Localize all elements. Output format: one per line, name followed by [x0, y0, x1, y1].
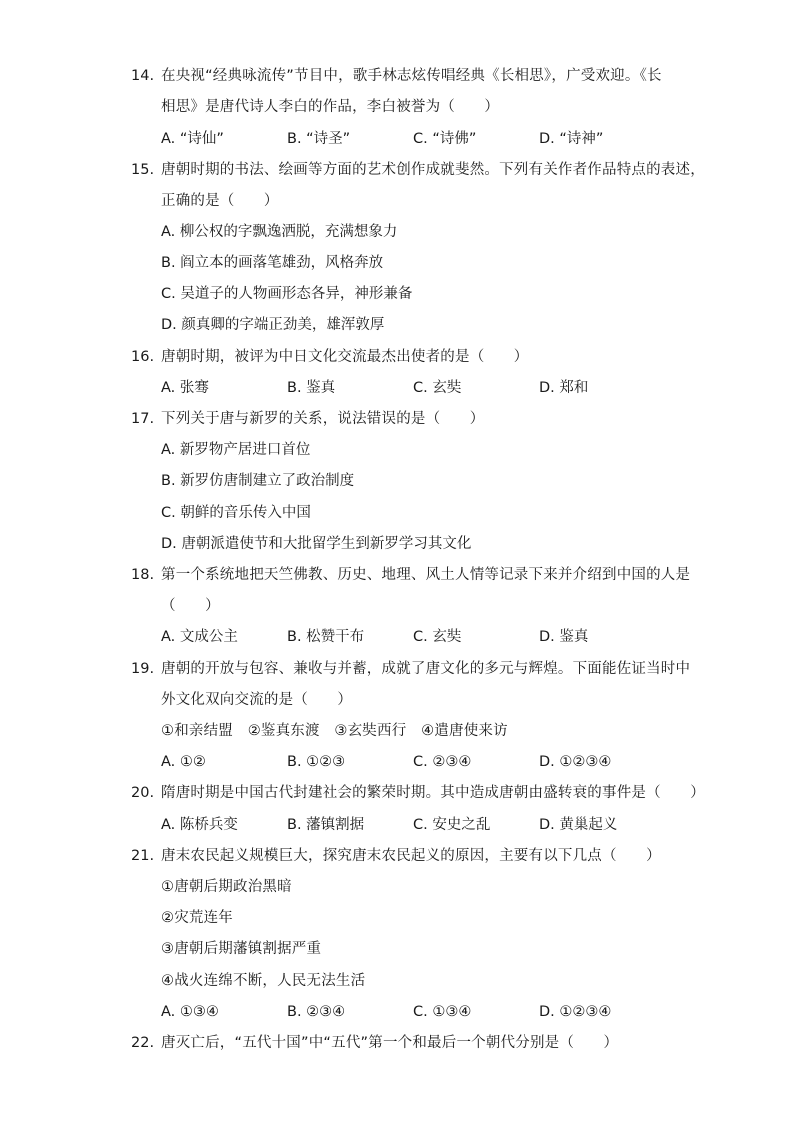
question-number: 16.: [131, 349, 155, 365]
option-b: B. 阎立本的画落笔雄劲，风格奔放: [161, 255, 384, 271]
option-c: C. 朝鲜的音乐传入中国: [161, 505, 311, 521]
option-b: B. ②③④: [287, 1004, 346, 1020]
question-number: 22.: [131, 1035, 155, 1051]
option-b: B. “诗圣”: [287, 131, 351, 147]
question-statement: ④战火连绵不断，人民无法生活: [161, 973, 366, 989]
question-number: 15.: [131, 162, 155, 178]
question-stem-line: 相思》是唐代诗人李白的作品，李白被誉为（ ）: [161, 99, 500, 115]
question-number: 18.: [131, 567, 155, 583]
option-d: D. 鉴真: [539, 629, 589, 645]
option-d: D. 颜真卿的字端正劲美，雄浑敦厚: [161, 317, 385, 333]
question-stem-line: 第一个系统地把天竺佛教、历史、地理、风土人情等记录下来并介绍到中国的人是: [161, 567, 691, 583]
option-a: A. ①②: [161, 754, 206, 770]
option-a: A. “诗仙”: [161, 131, 224, 147]
question-statement: ①唐朝后期政治黑暗: [161, 879, 292, 895]
option-d: D. 唐朝派遣使节和大批留学生到新罗学习其文化: [161, 536, 472, 552]
option-c: C. 玄奘: [413, 380, 462, 396]
question-stem-line: （ ）: [161, 598, 220, 614]
question-stem-line: 在央视“经典咏流传”节目中，歌手林志炫传唱经典《长相思》，广受欢迎。《长: [161, 68, 662, 84]
option-a: A. 张骞: [161, 380, 209, 396]
question-stem-line: 正确的是（ ）: [161, 193, 279, 209]
option-b: B. 松赞干布: [287, 629, 365, 645]
question-stem-line: 唐末农民起义规模巨大，探究唐末农民起义的原因，主要有以下几点（ ）: [161, 848, 661, 864]
question-stem-line: 唐朝的开放与包容、兼收与并蓄，成就了唐文化的多元与辉煌。下面能佐证当时中: [161, 661, 691, 677]
question-stem-line: 下列关于唐与新罗的关系，说法错误的是（ ）: [161, 411, 485, 427]
option-a: A. 柳公权的字飘逸洒脱，充满想象力: [161, 224, 398, 240]
option-c: C. “诗佛”: [413, 131, 477, 147]
question-number: 14.: [131, 68, 155, 84]
question-number: 21.: [131, 848, 155, 864]
option-d: D. ①②③④: [539, 754, 612, 770]
question-statements: ①和亲结盟 ②鉴真东渡 ③玄奘西行 ④遣唐使来访: [161, 723, 508, 739]
question-stem-line: 唐朝时期，被评为中日文化交流最杰出使者的是（ ）: [161, 349, 529, 365]
option-c: C. 安史之乱: [413, 817, 491, 833]
option-b: B. ①②③: [287, 754, 346, 770]
question-stem-line: 外文化双向交流的是（ ）: [161, 692, 353, 708]
option-c: C. ②③④: [413, 754, 472, 770]
question-number: 17.: [131, 411, 155, 427]
option-d: D. 黄巢起义: [539, 817, 618, 833]
option-c: C. ①③④: [413, 1004, 472, 1020]
question-stem-line: 唐朝时期的书法、绘画等方面的艺术创作成就斐然。下列有关作者作品特点的表述，: [161, 162, 705, 178]
option-b: B. 鉴真: [287, 380, 336, 396]
option-b: B. 新罗仿唐制建立了政治制度: [161, 473, 355, 489]
question-stem-line: 隋唐时期是中国古代封建社会的繁荣时期。其中造成唐朝由盛转衰的事件是（ ）: [161, 785, 705, 801]
option-a: A. 文成公主: [161, 629, 238, 645]
question-number: 19.: [131, 661, 155, 677]
option-a: A. 新罗物产居进口首位: [161, 442, 311, 458]
option-b: B. 藩镇割据: [287, 817, 365, 833]
option-d: D. 郑和: [539, 380, 589, 396]
option-c: C. 吴道子的人物画形态各异，神形兼备: [161, 286, 413, 302]
option-d: D. “诗神”: [539, 131, 604, 147]
question-number: 20.: [131, 785, 155, 801]
question-statement: ②灾荒连年: [161, 910, 233, 926]
option-a: A. 陈桥兵变: [161, 817, 238, 833]
question-stem-line: 唐灭亡后，“五代十国”中“五代”第一个和最后一个朝代分别是（ ）: [161, 1035, 619, 1051]
question-statement: ③唐朝后期藩镇割据严重: [161, 941, 322, 957]
option-a: A. ①③④: [161, 1004, 219, 1020]
option-d: D. ①②③④: [539, 1004, 612, 1020]
option-c: C. 玄奘: [413, 629, 462, 645]
